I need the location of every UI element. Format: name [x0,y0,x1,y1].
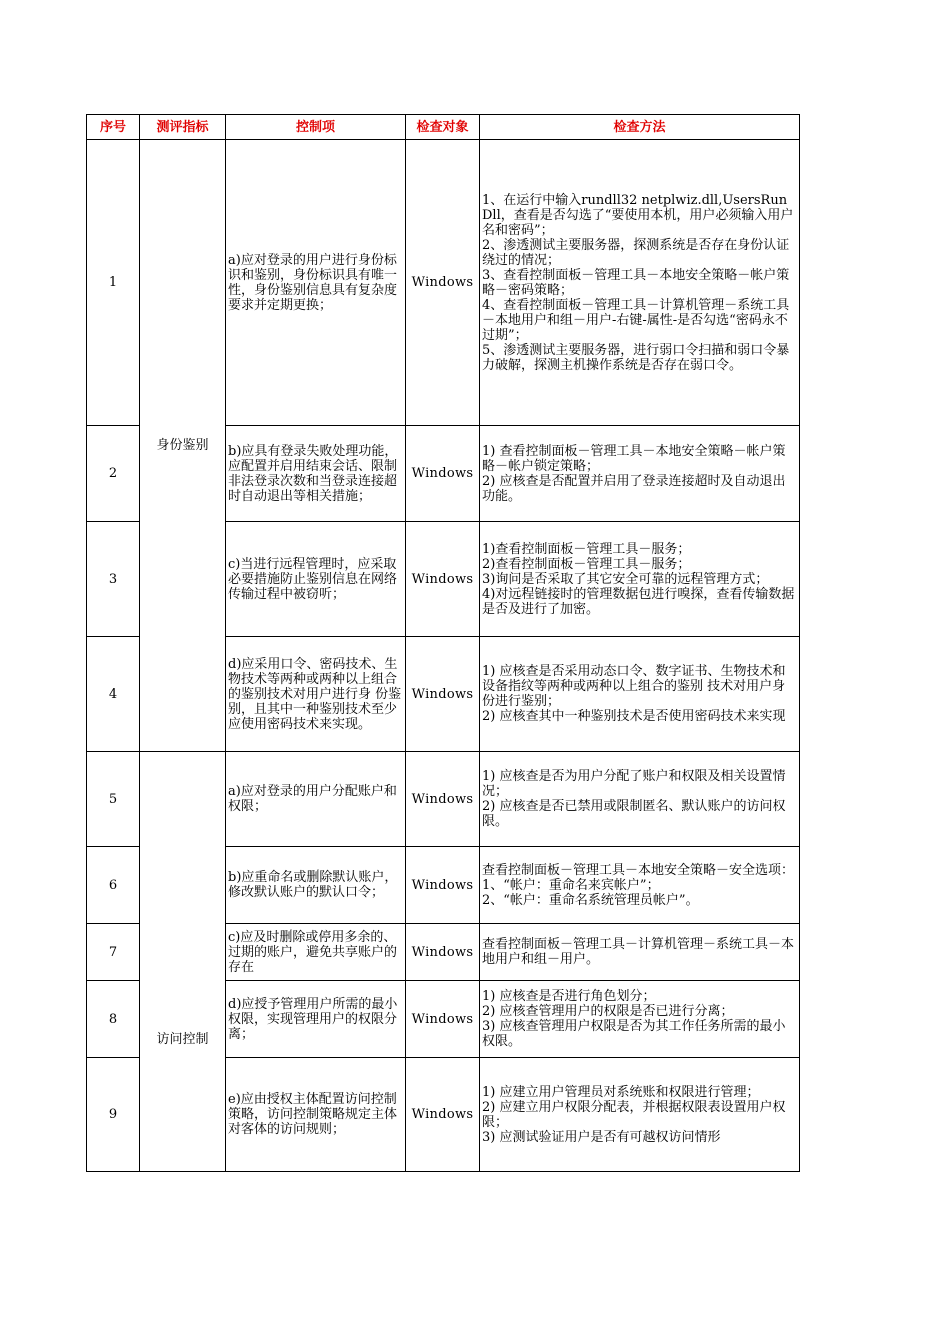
row-seq: 1 [87,140,140,426]
row-method [480,637,800,752]
method-line: 3) 应测试验证用户是否有可越权访问情形 [482,1129,721,1145]
method-line: 1、在运行中输入rundll32 netplwiz.dll,UsersRunDll，查看是否勾选了“要使用本机，用户必须输入用户名和密码”； [482,192,794,238]
method-line: 1、“帐户：重命名来宾帐户”； [482,877,660,893]
method-line: 4)对远程链接时的管理数据包进行嗅探，查看传输数据是否及进行了加密。 [482,586,795,617]
row-control: d)应授予管理用户所需的最小权限，实现管理用户的权限分离； [226,981,406,1058]
row-method [480,426,800,522]
row-method [480,140,800,426]
method-line: 2) 应核查是否配置并启用了登录连接超时及自动退出功能。 [482,473,786,504]
row-seq: 4 [87,637,140,752]
row-seq: 5 [87,752,140,847]
row-object: Windows [406,981,480,1058]
method-line: 1) 查看控制面板－管理工具－本地安全策略－帐户策略－帐户锁定策略； [482,443,786,474]
row-seq: 3 [87,522,140,637]
table-row [87,140,800,426]
method-line: 2、渗透测试主要服务器，探测系统是否存在身份认证绕过的情况； [482,237,790,268]
row-object: Windows [406,426,480,522]
method-line: 查看控制面板－管理工具－本地安全策略－安全选项： [482,862,795,878]
header-row [87,115,800,140]
row-method [480,847,800,924]
row-object: Windows [406,1058,480,1172]
header-seq: 序号 [87,115,140,140]
method-line: 2) 应建立用户权限分配表，并根据权限表设置用户权限； [482,1099,786,1130]
row-control: b)应重命名或删除默认账户，修改默认账户的默认口令； [226,847,406,924]
row-seq: 7 [87,924,140,981]
method-line: 2) 应核查管理用户的权限是否已进行分离； [482,1004,734,1019]
method-line: 2) 应核查是否已禁用或限制匿名、默认账户的访问权限。 [482,799,786,829]
table-row [87,752,800,847]
row-control: a)应对登录的用户分配账户和权限； [226,752,406,847]
row-control: c)应及时删除或停用多余的、过期的账户，避免共享账户的存在 [226,924,406,981]
row-seq: 9 [87,1058,140,1172]
method-line: 4、查看控制面板－管理工具－计算机管理－系统工具－本地用户和组－用户-右键-属性-是否勾选“密码永不过期”； [482,297,790,343]
method-line: 2) 应核查其中一种鉴别技术是否使用密码技术来实现 [482,709,786,724]
row-object: Windows [406,140,480,426]
row-method [480,1058,800,1172]
method-line: 1)查看控制面板－管理工具－服务； [482,541,691,557]
row-object: Windows [406,522,480,637]
method-line: 3、查看控制面板－管理工具－本地安全策略－帐户策略－密码策略； [482,267,790,298]
method-line: 1) 应建立用户管理员对系统账和权限进行管理； [482,1084,760,1100]
row-control: c)当进行远程管理时，应采取必要措施防止鉴别信息在网络传输过程中被窃听； [226,522,406,637]
method-line: 3) 应核查管理用户权限是否为其工作任务所需的最小权限。 [482,1019,786,1049]
row-object: Windows [406,847,480,924]
row-object: Windows [406,752,480,847]
header-control: 控制项 [226,115,406,140]
category-identity: 身份鉴别 [140,140,226,752]
row-control: e)应由授权主体配置访问控制策略，访问控制策略规定主体对客体的访问规则； [226,1058,406,1172]
header-indicator: 测评指标 [140,115,226,140]
row-control: b)应具有登录失败处理功能，应配置并启用结束会话、限制非法登录次数和当登录连接超时自动退出等相关措施； [226,426,406,522]
category-access: 访问控制 [140,752,226,1172]
row-method [480,522,800,637]
row-seq: 6 [87,847,140,924]
method-line: 5、渗透测试主要服务器，进行弱口令扫描和弱口令暴力破解，探测主机操作系统是否存在弱口令。 [482,342,790,373]
row-method [480,924,800,981]
row-seq: 2 [87,426,140,522]
row-object: Windows [406,637,480,752]
method-line: 1) 应核查是否进行角色划分； [482,989,656,1004]
method-line: 2)查看控制面板－管理工具－服务； [482,556,691,572]
header-method: 检查方法 [480,115,800,140]
method-line: 1) 应核查是否采用动态口令、数字证书、生物技术和设备指纹等两种或两种以上组合的鉴别 技术对用户身份进行鉴别； [482,664,786,709]
evaluation-table [86,114,800,1172]
row-method [480,981,800,1058]
row-seq: 8 [87,981,140,1058]
method-line: 3)询问是否采取了其它安全可靠的远程管理方式； [482,571,769,587]
row-control: a)应对登录的用户进行身份标识和鉴别，身份标识具有唯一性，身份鉴别信息具有复杂度要求并定期更换； [226,140,406,426]
method-line: 查看控制面板－管理工具－计算机管理－系统工具－本地用户和组－用户。 [482,937,795,967]
header-object: 检查对象 [406,115,480,140]
row-object: Windows [406,924,480,981]
row-control: d)应采用口令、密码技术、生物技术等两种或两种以上组合的鉴别技术对用户进行身 份鉴别，且其中一种鉴别技术至少应使用密码技术来实现。 [226,637,406,752]
method-line: 1) 应核查是否为用户分配了账户和权限及相关设置情况； [482,769,786,799]
row-method [480,752,800,847]
method-line: 2、“帐户：重命名系统管理员帐户”。 [482,892,699,908]
